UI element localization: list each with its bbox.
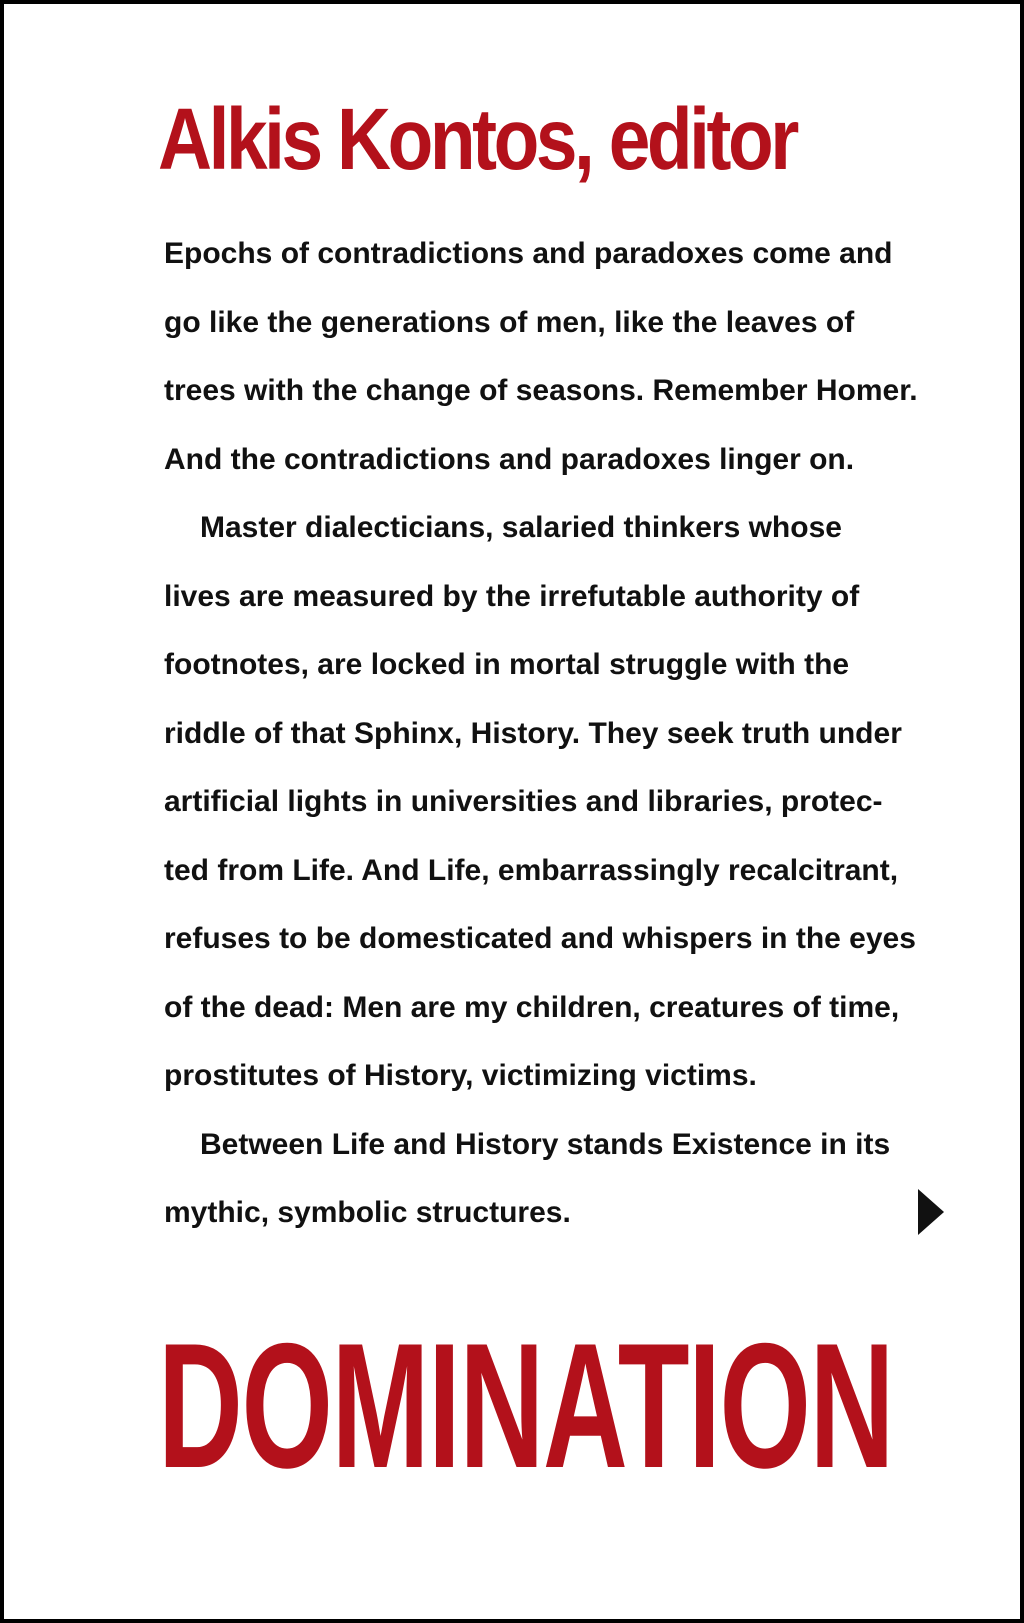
blurb-line: Epochs of contradictions and paradoxes come and: [164, 237, 893, 270]
blurb-line: footnotes, are locked in mortal struggle with the: [164, 648, 850, 681]
book-title: DOMINATION: [158, 1306, 894, 1505]
blurb-line: go like the generations of men, like the leaves of: [164, 305, 855, 339]
blurb-line: Master dialecticians, salaried thinkers whose: [200, 511, 842, 544]
blurb-line: prostitutes of History, victimizing victims.: [164, 1059, 757, 1092]
blurb-line: riddle of that Sphinx, History. They seek truth under: [164, 716, 902, 750]
cover-blurb: [164, 229, 944, 1257]
blurb-line: artificial lights in universities and libraries, protec-: [164, 785, 883, 818]
blurb-line: Between Life and History stands Existence in its: [200, 1127, 891, 1161]
editor-credit: Alkis Kontos, editor: [158, 91, 796, 188]
blurb-line: of the dead: Men are my children, creatures of time,: [164, 990, 900, 1024]
blurb-line: ted from Life. And Life, embarrassingly recalcitrant,: [164, 853, 899, 887]
blurb-line: And the contradictions and paradoxes linger on.: [164, 442, 855, 476]
triangle-right-icon: [918, 1189, 944, 1235]
blurb-line: trees with the change of seasons. Remember Homer.: [164, 374, 918, 407]
blurb-line: lives are measured by the irrefutable authority of: [164, 579, 860, 613]
blurb-line: mythic, symbolic structures.: [164, 1196, 571, 1229]
blurb-line: refuses to be domesticated and whispers in the eyes: [164, 922, 916, 955]
